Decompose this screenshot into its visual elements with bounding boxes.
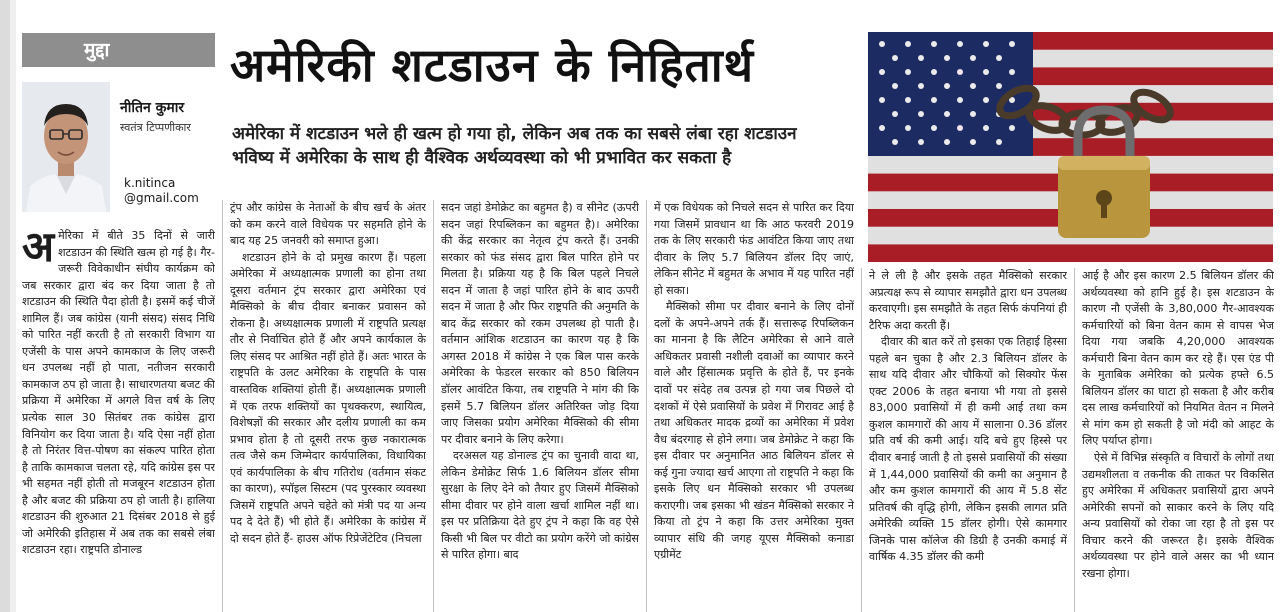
column-divider: [222, 200, 223, 612]
flag-padlock-icon: [868, 32, 1273, 262]
column-4-paragraph-1: में एक विधेयक को निचले सदन से पारित कर दिया गया जिसमें प्रावधान था कि आठ फरवरी 2019 तक के लिए सरकारी फंड आवंटित किया जाए तथा दीवार के लिए 5.7 बिलियन डॉलर दिए जाएं, लेकिन सीनेट में बहुमत के अभाव में यह पारित नहीं हो सका।: [654, 201, 854, 297]
column-6-paragraph-1: आई है और इस कारण 2.5 बिलियन डॉलर की अर्थव्यवस्था को हानि हुई है। इस शटडाउन के कारण नौ एजेंसी के 3,80,000 गैर-आवश्यक कर्मचारियों को बिना वेतन काम से वापस भेज दिया गया जबकि 4,20,000 आवश्यक कर्मचारी बिना वेतन काम कर रहे हैं। एस एंड पी के मुताबिक अमेरिका को प्रत्येक हफ्ते 6.5 बिलियन डॉलर का घाटा हो सकता है और करीब दस लाख कर्मचारियों को नियमित वेतन न मिलने से मांग कम हो सकती है जो मंदी को आहट के लिए पर्याप्त होगा।: [1082, 269, 1274, 448]
author-name: नीतिन कुमार: [120, 100, 185, 116]
column-3-paragraph-2: दरअसल यह डोनाल्ड ट्रंप का चुनावी वादा था, लेकिन डेमोक्रेट सिर्फ 1.6 बिलियन डॉलर सीमा सुरक्षा के लिए देने को तैयार हुए जिसमें मैक्सिको सीमा दीवार पर होने वाला खर्चा शामिल नहीं था। इस पर प्रतिक्रिया देते हुए ट्रंप ने कहा कि वह ऐसे किसी भी बिल पर वीटो का प्रयोग करेंगे जो कांग्रेस से पारित होगा। बाद: [441, 449, 639, 562]
author-role: स्वतंत्र टिप्पणीकार: [120, 121, 191, 134]
column-divider: [861, 268, 862, 612]
column-1-paragraph: [22, 228, 215, 559]
author-portrait-icon: [22, 82, 110, 212]
standfirst: अमेरिका में शटडाउन भले ही खत्म हो गया हो, लेकिन अब तक का सबसे लंबा रहा शटडाउन भविष्य में अमेरिका के साथ ही वैश्विक अर्थव्यवस्था को भी प्रभावित कर सकता है: [232, 124, 797, 168]
column-divider: [646, 200, 647, 612]
column-4-paragraph-2: मैक्सिको सीमा पर दीवार बनाने के लिए दोनों दलों के अपने-अपने तर्क हैं। सत्तारूढ़ रिपब्लिकन का मानना है कि लैटिन अमेरिका से आने वाले अधिकतर प्रवासी नशीली दवाओं का व्यापार करने वाले और हिंसात्मक प्रवृत्ति के होते हैं, पर इनके दावों पर संदेह तब उत्पन्न हो गया जब पिछले दो दशकों में ऐसे प्रवासियों के प्रवेश में गिरावट आई है तथा अधिकतर मादक द्रव्यों का अमेरिका में प्रवेश वैध बंदरगाह से होने लगा। जब डेमोक्रेट ने कहा कि इस दीवार पर अनुमानित आठ बिलियन डॉलर से कई गुना ज्यादा खर्च आएगा तो राष्ट्रपति ने कहा कि इसके लिए धन मैक्सिको सरकार भी उपलब्ध कराएगी। जब इसका भी खंडन मैक्सिको सरकार ने किया तो ट्रंप ने कहा कि उत्तर अमेरिका मुक्त व्यापार संधि की जगह यूएस मैक्सिको कनाडा एग्रीमेंट: [654, 300, 854, 562]
column-divider: [433, 200, 434, 612]
author-email: k.nitinca @gmail.com: [124, 176, 199, 205]
author-photo: [22, 82, 110, 212]
headline: अमेरिकी शटडाउन के निहितार्थ: [230, 38, 755, 92]
flag-padlock-image: [868, 32, 1273, 262]
column-5-paragraph-1: ने ले ली है और इसके तहत मैक्सिको सरकार अप्रत्यक्ष रूप से व्यापार समझौते द्वारा धन उपलब्ध करवाएगी। इस समझौते के तहत सिर्फ कंपनियां ही टैरिफ अदा करती हैं।: [869, 269, 1067, 332]
column-6-paragraph-2: ऐसे में विभिन्न संस्कृति व विचारों के लोगों तथा उद्यमशीलता व तकनीक की ताकत पर विकसित हुए अमेरिका में अधिकतर प्रवासियों द्वारा अपने अमेरिकी सपनों को साकार करने के लिए यदि अन्य प्रवासियों को रोका जा रहा है तो इस पर विचार करने की जरूरत है। इसके वैश्विक अर्थव्यवस्था पर होने वाले असर का भी ध्यान रखना होगा।: [1082, 451, 1274, 580]
column-2-paragraph-1: ट्रंप और कांग्रेस के नेताओं के बीच खर्च के अंतर को कम करने वाले विधेयक पर सहमति होने के बाद यह 25 जनवरी को समाप्त हुआ।: [230, 201, 426, 248]
drop-cap: अ: [22, 228, 55, 271]
column-6: [1082, 268, 1274, 612]
column-4: [654, 200, 854, 612]
column-5-paragraph-2: दीवार की बात करें तो इसका एक तिहाई हिस्सा पहले बन चुका है और 2.3 बिलियन डॉलर के साथ यदि दीवार और चौकियों को सिक्योर फेंस एक्ट 2006 के तहत बनाया भी गया तो इससे 83,000 प्रवासियों में ही कमी आई तथा कम कुशल कामगारों की आय में सालाना 0.36 डॉलर प्रति वर्ष की कमी आई। यदि बचे हुए हिस्से पर दीवार बनाई जाती है तो इससे प्रवासियों की संख्या में 1,44,000 प्रवासियों की कमी का अनुमान है और कम कुशल कामगारों की आय में 5.8 सेंट प्रतिवर्ष की वृद्धि होगी, लेकिन इसकी लागत प्रति अमेरिकी व्यक्ति 15 डॉलर होगी। ऐसे कामगार जिनके पास कॉलेज की डिग्री है उनकी कमाई में वार्षिक 4.35 डॉलर की कमी: [869, 335, 1067, 564]
column-1-text: मेरिका में बीते 35 दिनों से जारी शटडाउन की स्थिति खत्म हो गई है। गैर-जरूरी विवेकाधीन संघीय कार्यक्रम को जब सरकार द्वारा बंद कर दिया जाता है तो शटडाउन की स्थिति पैदा होती है। इसमें कई चीजें शामिल हैं। जब कांग्रेस (यानी संसद) संसद निधि को पारित नहीं करती है तो सरकारी विभाग या एजेंसी के पास अपने कामकाज के लिए जरूरी धन उपलब्ध नहीं हो पाता, नतीजन सरकारी कामकाज ठप हो जाता है। साधारणतया बजट की प्रक्रिया में अमेरिका में अगले वित्त वर्ष के लिए प्रत्येक साल 30 सितंबर तक कांग्रेस द्वारा विनियोग कर दिया जाता है। यदि ऐसा नहीं होता है तो निरंतर वित्त-पोषण का संकल्प पारित होता है ताकि कामकाज चलता रहे, यदि कांग्रेस इस पर भी सहमत नहीं होती तो मजबूरन शटडाउन होता है और बजट की प्रक्रिया ठप हो जाती है। हालिया शटडाउन की शुरुआत 21 दिसंबर 2018 से हुई जो अमेरिकी इतिहास में अब तक का सबसे लंबा शटडाउन रहा। राष्ट्रपति डोनाल्ड: [22, 229, 215, 557]
column-3-paragraph-1: सदन जहां डेमोक्रेट का बहुमत है) व सीनेट (ऊपरी सदन जहां रिपब्लिकन का बहुमत है)। अमेरिका की केंद्र सरकार का नेतृत्व ट्रंप करते हैं। उनकी सरकार को फंड संसद द्वारा बिल पारित होने पर मिलता है। प्रक्रिया यह है कि बिल पहले निचले सदन में जाता है जहां पारित होने के बाद ऊपरी सदन में जाता है और फिर राष्ट्रपति की अनुमति के बाद केंद्र सरकार को रकम उपलब्ध हो पाती है। वर्तमान आंशिक शटडाउन का कारण यह है कि अगस्त 2018 में कांग्रेस ने एक बिल पास करके अमेरिका के फेडरल सरकार को 850 बिलियन डॉलर आवंटित किया, तब राष्ट्रपति ने मांग की कि इसमें 5.7 बिलियन डॉलर अतिरिक्त जोड़ दिया जाए जिसका प्रयोग अमेरिका मैक्सिको की सीमा पर दीवार बनाने के लिए करेगा।: [441, 201, 639, 446]
column-1: [22, 228, 215, 612]
page-edge-shadow: [10, 0, 16, 612]
page-edge: [0, 0, 10, 612]
column-divider: [1074, 268, 1075, 612]
column-2-paragraph-2: शटडाउन होने के दो प्रमुख कारण हैं। पहला अमेरिका में अध्यक्षात्मक प्रणाली का होना तथा दूसरा वर्तमान ट्रंप सरकार द्वारा अमेरिका एवं मैक्सिको के बीच दीवार बनाकर प्रवासन को रोकना है। अध्यक्षात्मक प्रणाली में राष्ट्रपति प्रत्यक्ष तौर से निर्वाचित होते हैं और अपने कार्यकाल के लिए संसद पर आश्रित नहीं होते हैं। अतः भारत के राष्ट्रपति के उलट अमेरिका के राष्ट्रपति के पास वास्तविक शक्तियां होती हैं। अध्यक्षात्मक प्रणाली में एक तरफ शक्तियों का पृथक्करण, स्थायित्व, विशेषज्ञों की सरकार और दलीय प्रणाली का कम प्रभाव होता है तो दूसरी तरफ कुछ नकारात्मक तत्व जैसे कम जिम्मेदार कार्यपालिका, विधायिका एवं कार्यपालिका के बीच गतिरोध (वर्तमान संकट का कारण), स्पॉइल सिस्टम (पद पुरस्कार व्यवस्था जिसमें राष्ट्रपति अपने चहेते को मंत्री पद या अन्य पद दे देते हैं) भी होते हैं। अमेरिका के कांग्रेस में दो सदन होते हैं- हाउस ऑफ रिप्रेजेंटेटिव (निचला: [230, 250, 426, 545]
column-3: [441, 200, 639, 612]
column-5: [869, 268, 1067, 612]
section-label: मुद्दा: [22, 33, 215, 67]
column-2: [230, 200, 426, 612]
